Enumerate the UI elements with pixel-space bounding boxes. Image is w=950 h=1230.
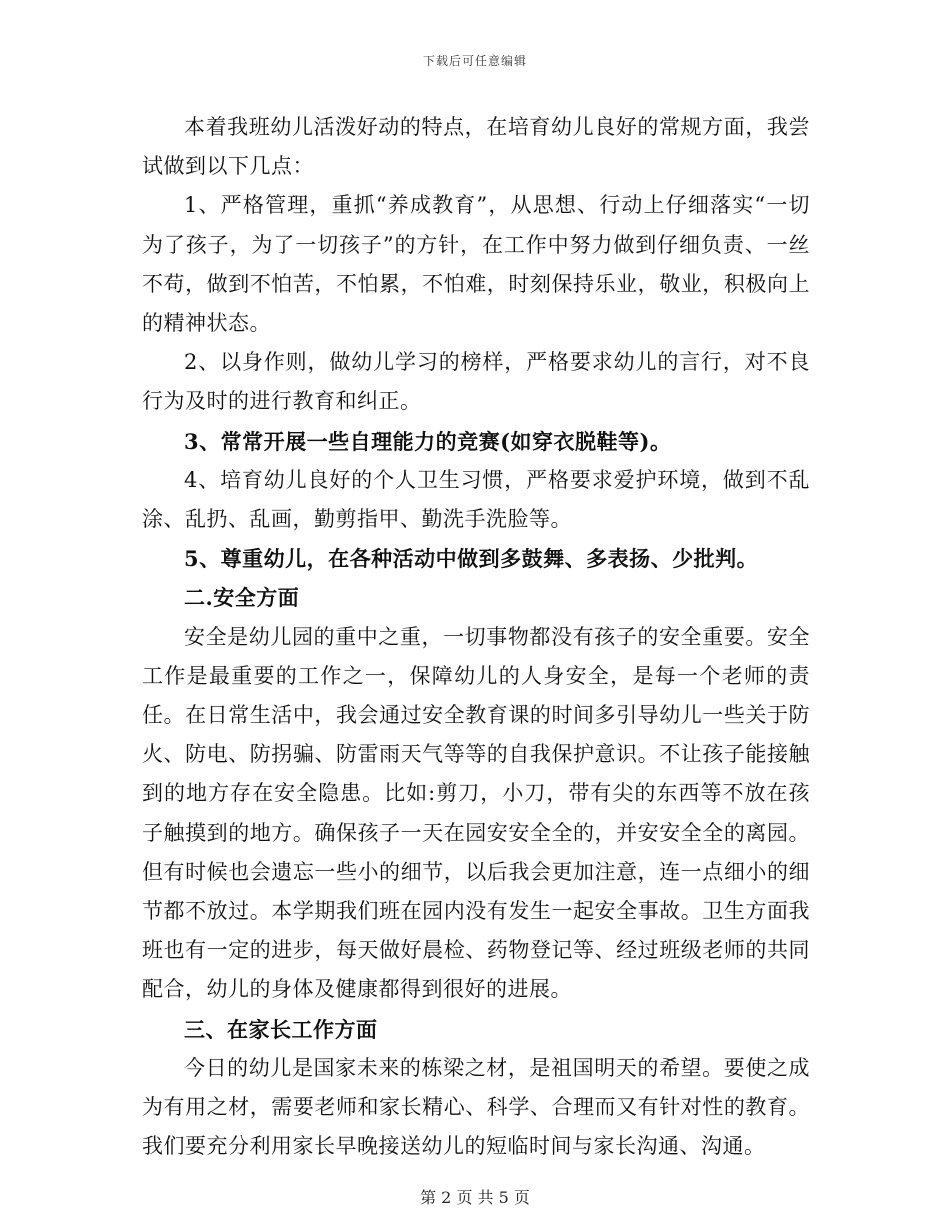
document-body	[142, 108, 810, 1166]
page-footer: 第 2 页 共 5 页	[420, 1188, 530, 1207]
section-heading-parents: 三、在家长工作方面	[184, 1016, 378, 1042]
paragraph-item-4: 4、培育幼儿良好的个人卫生习惯，严格要求爱护环境，做到不乱涂、乱扔、乱画，勤剪指甲、勤洗手洗脸等。	[142, 467, 810, 532]
paragraph-item-2: 2、以身作则，做幼儿学习的榜样，严格要求幼儿的言行，对不良行为及时的进行教育和纠正。	[142, 350, 810, 414]
paragraph-intro: 本着我班幼儿活泼好动的特点，在培育幼儿良好的常规方面，我尝试做到以下几点：	[142, 115, 810, 179]
paragraph-parents: 今日的幼儿是国家未来的栋梁之材，是祖国明天的希望。要使之成为有用之材，需要老师和家长精心、科学、合理而又有针对性的教育。我们要充分利用家长早晚接送幼儿的短临时间与家长沟通、沟通。	[142, 1055, 810, 1159]
paragraph-item-1: 1、严格管理，重抓“养成教育”，从思想、行动上仔细落实“一切为了孩子，为了一切孩子”的方针，在工作中努力做到仔细负责、一丝不苟，做到不怕苦，不怕累，不怕难，时刻保持乐业，敬业，积极向上的精神状态。	[142, 193, 810, 336]
page-header: 下载后可任意编辑	[422, 54, 527, 68]
paragraph-item-3: 3、常常开展一些自理能力的竞赛(如穿衣脱鞋等)。	[184, 428, 672, 454]
paragraph-safety: 安全是幼儿园的重中之重，一切事物都没有孩子的安全重要。安全工作是最重要的工作之一，保障幼儿的人身安全，是每一个老师的责任。在日常生活中，我会通过安全教育课的时间多引导幼儿一些关于防火、防电、防拐骗、防雷雨天气等等的自我保护意识。不让孩子能接触到的地方存在安全隐患。比如:剪刀，小刀，带有尖的东西等不放在孩子触摸到的地方。确保孩子一天在园安安全全的，并安安全全的离园。但有时候也会遗忘一些小的细节，以后我会更加注意，连一点细小的细节都不放过。本学期我们班在园内没有发生一起安全事故。卫生方面我班也有一定的进步，每天做好晨检、药物登记等、经过班级老师的共同配合，幼儿的身体及健康都得到很好的进展。	[142, 624, 810, 1002]
section-heading-safety: 二.安全方面	[184, 585, 300, 611]
paragraph-item-5: 5、尊重幼儿，在各种活动中做到多鼓舞、多表扬、少批判。	[184, 546, 759, 572]
